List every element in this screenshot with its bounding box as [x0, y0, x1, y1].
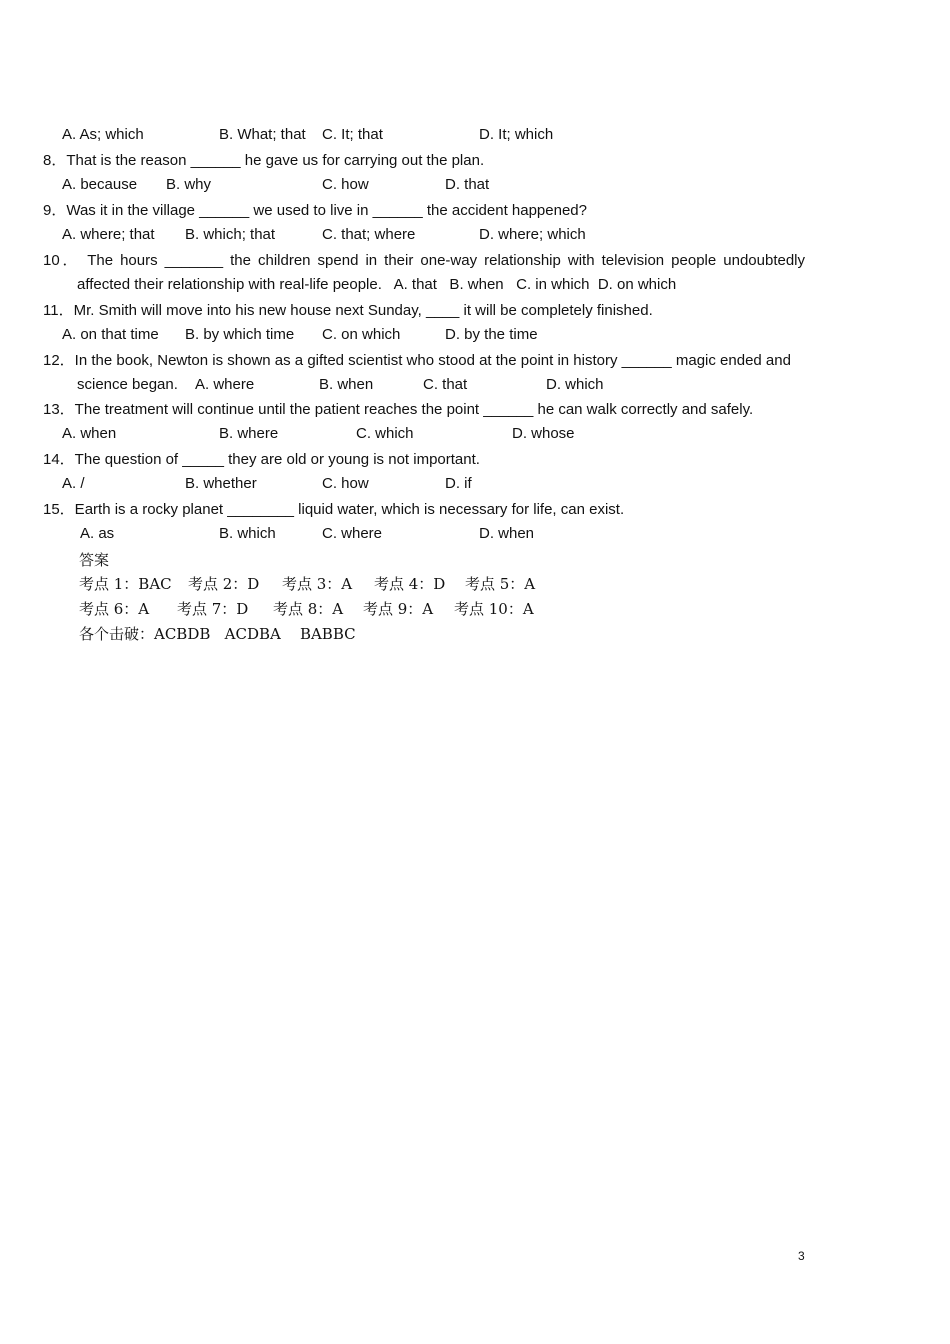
answer-item: 考点 6：A: [79, 600, 150, 618]
option-c: C. where: [322, 525, 383, 542]
option-a: A. as: [80, 525, 115, 542]
option-b: B. which: [219, 525, 276, 542]
answer-heading: 答案: [79, 551, 110, 569]
page-number: 3: [798, 1249, 805, 1263]
option-b: B. by which time: [185, 326, 295, 343]
question-10: 10． The hours _______ the children spend in their one-way relationship with television people undoubtedly: [43, 252, 805, 269]
option-c: C. on which: [322, 326, 401, 343]
question-12-continued: science began.: [77, 376, 178, 393]
option-c: C. which: [356, 425, 414, 442]
option-d: D. by the time: [445, 326, 538, 343]
option-b: B. What; that: [219, 126, 306, 143]
option-c: C. how: [322, 176, 369, 193]
option-c: C. how: [322, 475, 369, 492]
question-14: 14．The question of _____ they are old or young is not important.: [43, 451, 480, 468]
option-d: D. if: [445, 475, 472, 492]
option-c: C. that; where: [322, 226, 416, 243]
option-c: C. that: [423, 376, 468, 393]
option-d: D. when: [479, 525, 535, 542]
option-d: D. where; which: [479, 226, 586, 243]
answer-item: 考点 4：D: [374, 575, 446, 593]
question-12: 12．In the book, Newton is shown as a gifted scientist who stood at the point in history ______ magic ended and: [43, 352, 791, 369]
option-b: B. which; that: [185, 226, 276, 243]
option-d: D. which: [546, 376, 604, 393]
option-a: A. where; that: [62, 226, 155, 243]
option-a: A. when: [62, 425, 117, 442]
option-b: B. whether: [185, 475, 257, 492]
option-d: D. It; which: [479, 126, 554, 143]
option-a: A. As; which: [62, 126, 144, 143]
answer-row-3: 各个击破：ACBDB ACDBA BABBC: [79, 625, 356, 643]
answer-item: 考点 10：A: [454, 600, 534, 618]
option-b: B. why: [166, 176, 212, 193]
question-10-continued: affected their relationship with real-life people. A. that B. when C. in which D. on which: [77, 276, 677, 293]
option-b: B. where: [219, 425, 279, 442]
question-15: 15．Earth is a rocky planet ________ liquid water, which is necessary for life, can exist.: [43, 501, 625, 518]
question-13: 13．The treatment will continue until the patient reaches the point ______ he can walk correctly and safely.: [43, 401, 754, 418]
answer-item: 考点 3：A: [282, 575, 353, 593]
answer-item: 考点 9：A: [363, 600, 434, 618]
option-a: A. /: [62, 475, 85, 492]
answer-item: 考点 8：A: [273, 600, 344, 618]
option-d: D. that: [445, 176, 490, 193]
answer-item: 考点 5：A: [465, 575, 536, 593]
option-a: A. because: [62, 176, 138, 193]
question-8: 8．That is the reason ______ he gave us for carrying out the plan.: [43, 152, 485, 169]
option-b: B. when: [319, 376, 374, 393]
option-a: A. where: [195, 376, 255, 393]
question-9: 9．Was it in the village ______ we used to live in ______ the accident happened?: [43, 202, 587, 219]
question-11: 11．Mr. Smith will move into his new house next Sunday, ____ it will be completely finished.: [43, 302, 653, 319]
answer-item: 考点 1：BAC: [79, 575, 172, 593]
option-c: C. It; that: [322, 126, 383, 143]
option-d: D. whose: [512, 425, 575, 442]
answer-item: 考点 7：D: [177, 600, 249, 618]
answer-item: 考点 2：D: [188, 575, 260, 593]
option-a: A. on that time: [62, 326, 159, 343]
